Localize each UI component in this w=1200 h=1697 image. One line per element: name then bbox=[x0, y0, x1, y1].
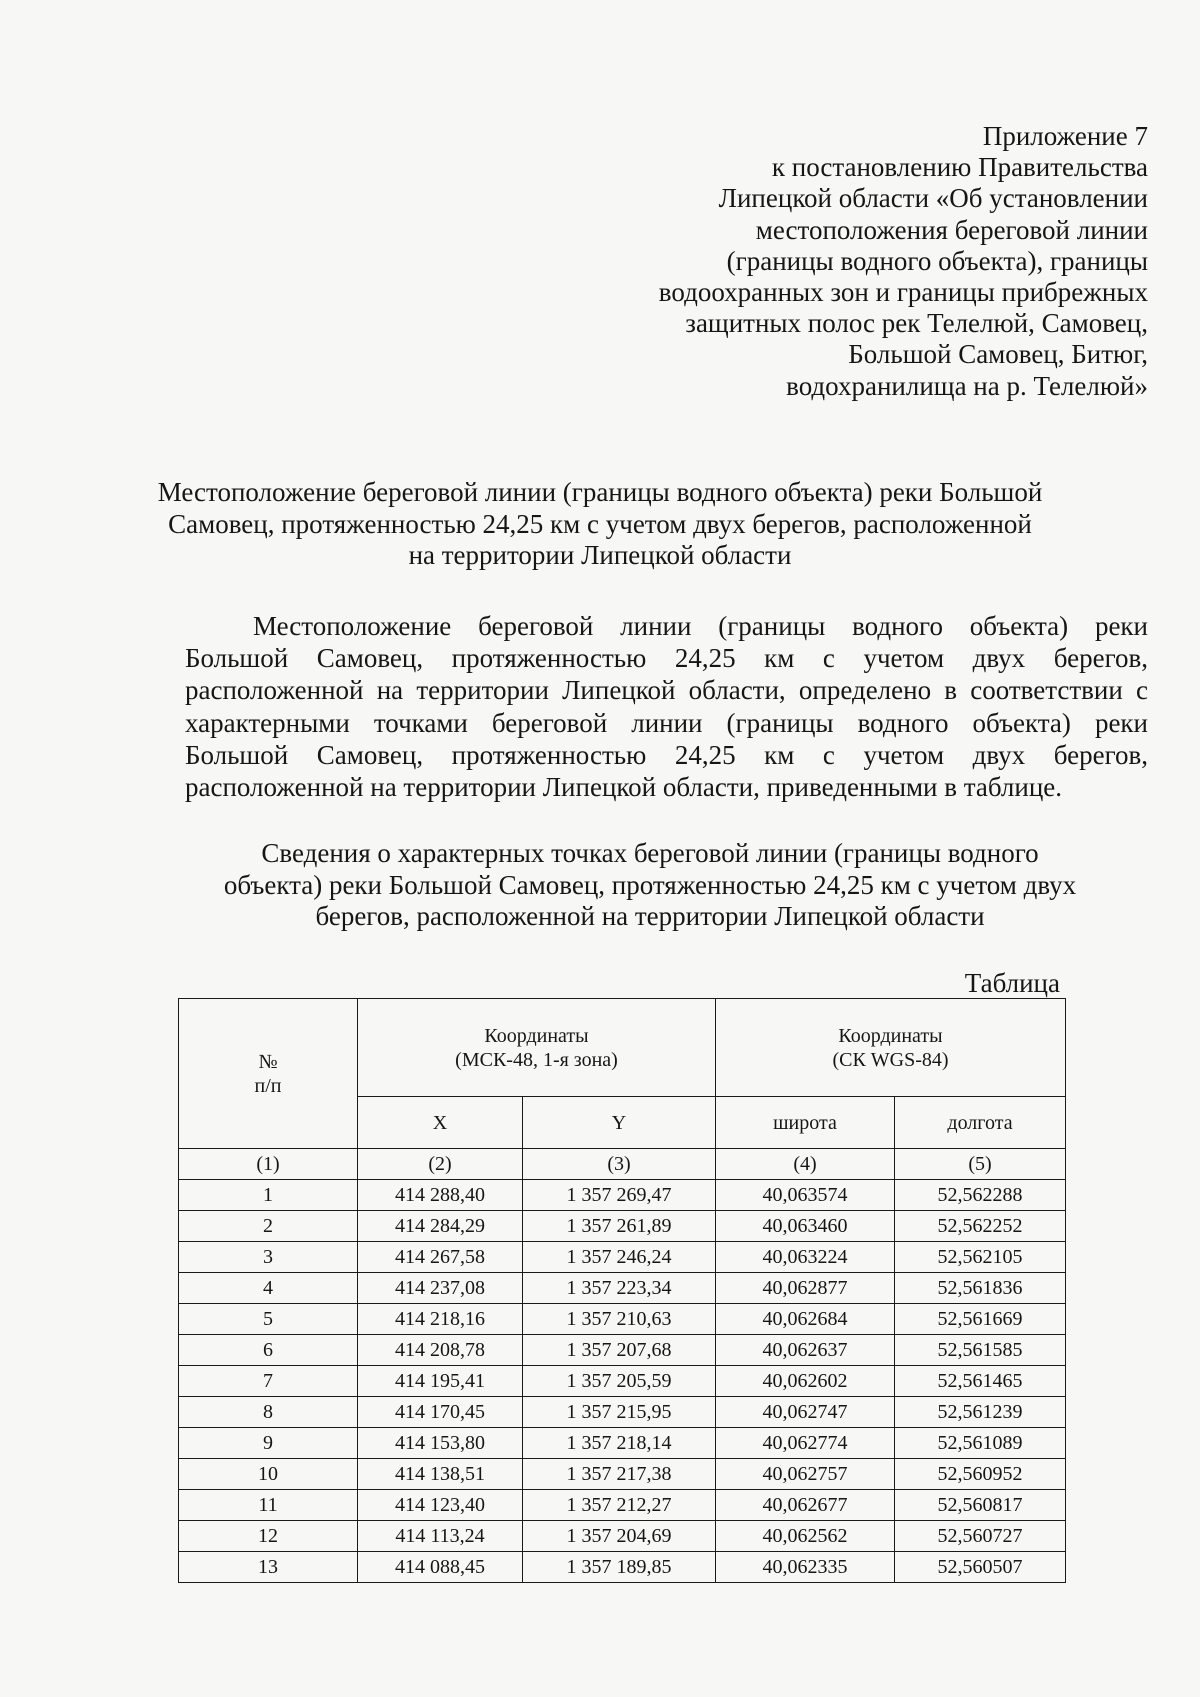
row-number-cell: 6 bbox=[179, 1335, 358, 1366]
header-number bbox=[179, 999, 358, 1149]
header-longitude: долгота bbox=[895, 1097, 1066, 1149]
table-title-line: объекта) реки Большой Самовец, протяженностью 24,25 км с учетом двух bbox=[223, 869, 1077, 900]
longitude-cell: 52,560727 bbox=[895, 1521, 1066, 1552]
table-row bbox=[179, 1552, 1066, 1583]
longitude-cell: 52,561239 bbox=[895, 1397, 1066, 1428]
column-number: (4) bbox=[716, 1149, 895, 1180]
longitude-cell: 52,560817 bbox=[895, 1490, 1066, 1521]
header-y: Y bbox=[523, 1097, 716, 1149]
table-row bbox=[179, 1490, 1066, 1521]
x-coordinate-cell: 414 218,16 bbox=[358, 1304, 523, 1335]
paragraph-line: Большой Самовец, протяженностью 24,25 км с учетом двух берегов, bbox=[185, 739, 1148, 770]
paragraph-line: Местоположение береговой линии (границы водного объекта) реки bbox=[253, 611, 1148, 641]
title-line: на территории Липецкой области bbox=[408, 540, 792, 570]
appendix-line: к постановлению Правительства bbox=[771, 152, 1148, 183]
y-coordinate-cell: 1 357 217,38 bbox=[523, 1459, 716, 1490]
longitude-cell: 52,561089 bbox=[895, 1428, 1066, 1459]
y-coordinate-cell: 1 357 204,69 bbox=[523, 1521, 716, 1552]
row-number-cell: 3 bbox=[179, 1242, 358, 1273]
column-numbers-row bbox=[179, 1149, 1066, 1180]
body-paragraph bbox=[185, 610, 1148, 803]
x-coordinate-cell: 414 153,80 bbox=[358, 1428, 523, 1459]
paragraph-line: характерными точками береговой линии (границы водного объекта) реки bbox=[185, 707, 1148, 738]
longitude-cell: 52,560507 bbox=[895, 1552, 1066, 1583]
x-coordinate-cell: 414 195,41 bbox=[358, 1366, 523, 1397]
row-number-cell: 8 bbox=[179, 1397, 358, 1428]
header-msk48-line2: (МСК-48, 1-я зона) bbox=[455, 1048, 618, 1071]
y-coordinate-cell: 1 357 218,14 bbox=[523, 1428, 716, 1459]
header-latitude: широта bbox=[716, 1097, 895, 1149]
row-number-cell: 2 bbox=[179, 1211, 358, 1242]
row-number-cell: 11 bbox=[179, 1490, 358, 1521]
latitude-cell: 40,063224 bbox=[716, 1242, 895, 1273]
header-x: X bbox=[358, 1097, 523, 1149]
row-number-cell: 5 bbox=[179, 1304, 358, 1335]
appendix-line: (границы водного объекта), границы bbox=[726, 245, 1148, 276]
x-coordinate-cell: 414 208,78 bbox=[358, 1335, 523, 1366]
latitude-cell: 40,063574 bbox=[716, 1180, 895, 1211]
row-number-cell: 7 bbox=[179, 1366, 358, 1397]
y-coordinate-cell: 1 357 261,89 bbox=[523, 1211, 716, 1242]
x-coordinate-cell: 414 113,24 bbox=[358, 1521, 523, 1552]
x-coordinate-cell: 414 088,45 bbox=[358, 1552, 523, 1583]
table-row bbox=[179, 1366, 1066, 1397]
row-number-cell: 9 bbox=[179, 1428, 358, 1459]
table-row bbox=[179, 1335, 1066, 1366]
table-row bbox=[179, 1428, 1066, 1459]
x-coordinate-cell: 414 284,29 bbox=[358, 1211, 523, 1242]
header-msk48-group bbox=[358, 999, 716, 1097]
y-coordinate-cell: 1 357 269,47 bbox=[523, 1180, 716, 1211]
appendix-block bbox=[628, 121, 1148, 402]
longitude-cell: 52,561465 bbox=[895, 1366, 1066, 1397]
latitude-cell: 40,063460 bbox=[716, 1211, 895, 1242]
table-row bbox=[179, 1273, 1066, 1304]
column-number: (5) bbox=[895, 1149, 1066, 1180]
table-row bbox=[179, 1242, 1066, 1273]
table-row bbox=[179, 1459, 1066, 1490]
appendix-line: водоохранных зон и границы прибрежных bbox=[658, 277, 1148, 308]
column-number: (3) bbox=[523, 1149, 716, 1180]
row-number-cell: 4 bbox=[179, 1273, 358, 1304]
longitude-cell: 52,561836 bbox=[895, 1273, 1066, 1304]
coordinates-table bbox=[178, 998, 1066, 1583]
column-number: (1) bbox=[179, 1149, 358, 1180]
row-number-cell: 10 bbox=[179, 1459, 358, 1490]
longitude-cell: 52,562288 bbox=[895, 1180, 1066, 1211]
y-coordinate-cell: 1 357 212,27 bbox=[523, 1490, 716, 1521]
longitude-cell: 52,561669 bbox=[895, 1304, 1066, 1335]
y-coordinate-cell: 1 357 205,59 bbox=[523, 1366, 716, 1397]
longitude-cell: 52,561585 bbox=[895, 1335, 1066, 1366]
x-coordinate-cell: 414 170,45 bbox=[358, 1397, 523, 1428]
y-coordinate-cell: 1 357 223,34 bbox=[523, 1273, 716, 1304]
appendix-line: защитных полос рек Телелюй, Самовец, bbox=[685, 308, 1148, 339]
y-coordinate-cell: 1 357 215,95 bbox=[523, 1397, 716, 1428]
header-number-sign: № bbox=[258, 1050, 278, 1073]
latitude-cell: 40,062877 bbox=[716, 1273, 895, 1304]
y-coordinate-cell: 1 357 207,68 bbox=[523, 1335, 716, 1366]
appendix-line: местоположения береговой линии bbox=[755, 214, 1148, 245]
paragraph-line: Большой Самовец, протяженностью 24,25 км с учетом двух берегов, bbox=[185, 643, 1148, 674]
appendix-line: водохранилища на р. Телелюй» bbox=[786, 370, 1148, 401]
x-coordinate-cell: 414 138,51 bbox=[358, 1459, 523, 1490]
table-title-line: берегов, расположенной на территории Липецкой области bbox=[315, 901, 985, 931]
latitude-cell: 40,062684 bbox=[716, 1304, 895, 1335]
document-title bbox=[150, 477, 1050, 572]
title-line: Местоположение береговой линии (границы водного объекта) реки Большой bbox=[157, 477, 1043, 507]
header-wgs84-line2: (СК WGS-84) bbox=[832, 1048, 949, 1071]
latitude-cell: 40,062602 bbox=[716, 1366, 895, 1397]
table-title-line: Сведения о характерных точках береговой линии (границы водного bbox=[261, 838, 1039, 868]
y-coordinate-cell: 1 357 246,24 bbox=[523, 1242, 716, 1273]
header-msk48-line1: Координаты bbox=[484, 1024, 589, 1047]
title-line: Самовец, протяженностью 24,25 км с учетом двух берегов, расположенной bbox=[168, 508, 1032, 539]
latitude-cell: 40,062562 bbox=[716, 1521, 895, 1552]
y-coordinate-cell: 1 357 210,63 bbox=[523, 1304, 716, 1335]
latitude-cell: 40,062774 bbox=[716, 1428, 895, 1459]
table-row bbox=[179, 1180, 1066, 1211]
header-wgs84-line1: Координаты bbox=[838, 1024, 943, 1047]
longitude-cell: 52,562105 bbox=[895, 1242, 1066, 1273]
paragraph-line: расположенной на территории Липецкой области, определено в соответствии с bbox=[185, 675, 1148, 706]
appendix-line: Большой Самовец, Битюг, bbox=[848, 339, 1148, 370]
latitude-cell: 40,062757 bbox=[716, 1459, 895, 1490]
table-row bbox=[179, 1397, 1066, 1428]
row-number-cell: 1 bbox=[179, 1180, 358, 1211]
table-row bbox=[179, 1211, 1066, 1242]
latitude-cell: 40,062747 bbox=[716, 1397, 895, 1428]
latitude-cell: 40,062677 bbox=[716, 1490, 895, 1521]
x-coordinate-cell: 414 237,08 bbox=[358, 1273, 523, 1304]
latitude-cell: 40,062335 bbox=[716, 1552, 895, 1583]
longitude-cell: 52,560952 bbox=[895, 1459, 1066, 1490]
row-number-cell: 12 bbox=[179, 1521, 358, 1552]
column-number: (2) bbox=[358, 1149, 523, 1180]
x-coordinate-cell: 414 123,40 bbox=[358, 1490, 523, 1521]
appendix-line: Приложение 7 bbox=[982, 121, 1148, 151]
table-title bbox=[200, 838, 1100, 933]
y-coordinate-cell: 1 357 189,85 bbox=[523, 1552, 716, 1583]
longitude-cell: 52,562252 bbox=[895, 1211, 1066, 1242]
appendix-line: Липецкой области «Об установлении bbox=[718, 183, 1148, 214]
paragraph-line: расположенной на территории Липецкой области, приведенными в таблице. bbox=[185, 771, 1063, 802]
x-coordinate-cell: 414 288,40 bbox=[358, 1180, 523, 1211]
header-number-abbr: п/п bbox=[254, 1074, 282, 1097]
header-wgs84-group bbox=[716, 999, 1066, 1097]
table-row bbox=[179, 1304, 1066, 1335]
table-caption: Таблица bbox=[964, 968, 1060, 998]
latitude-cell: 40,062637 bbox=[716, 1335, 895, 1366]
table-row bbox=[179, 1521, 1066, 1552]
x-coordinate-cell: 414 267,58 bbox=[358, 1242, 523, 1273]
row-number-cell: 13 bbox=[179, 1552, 358, 1583]
